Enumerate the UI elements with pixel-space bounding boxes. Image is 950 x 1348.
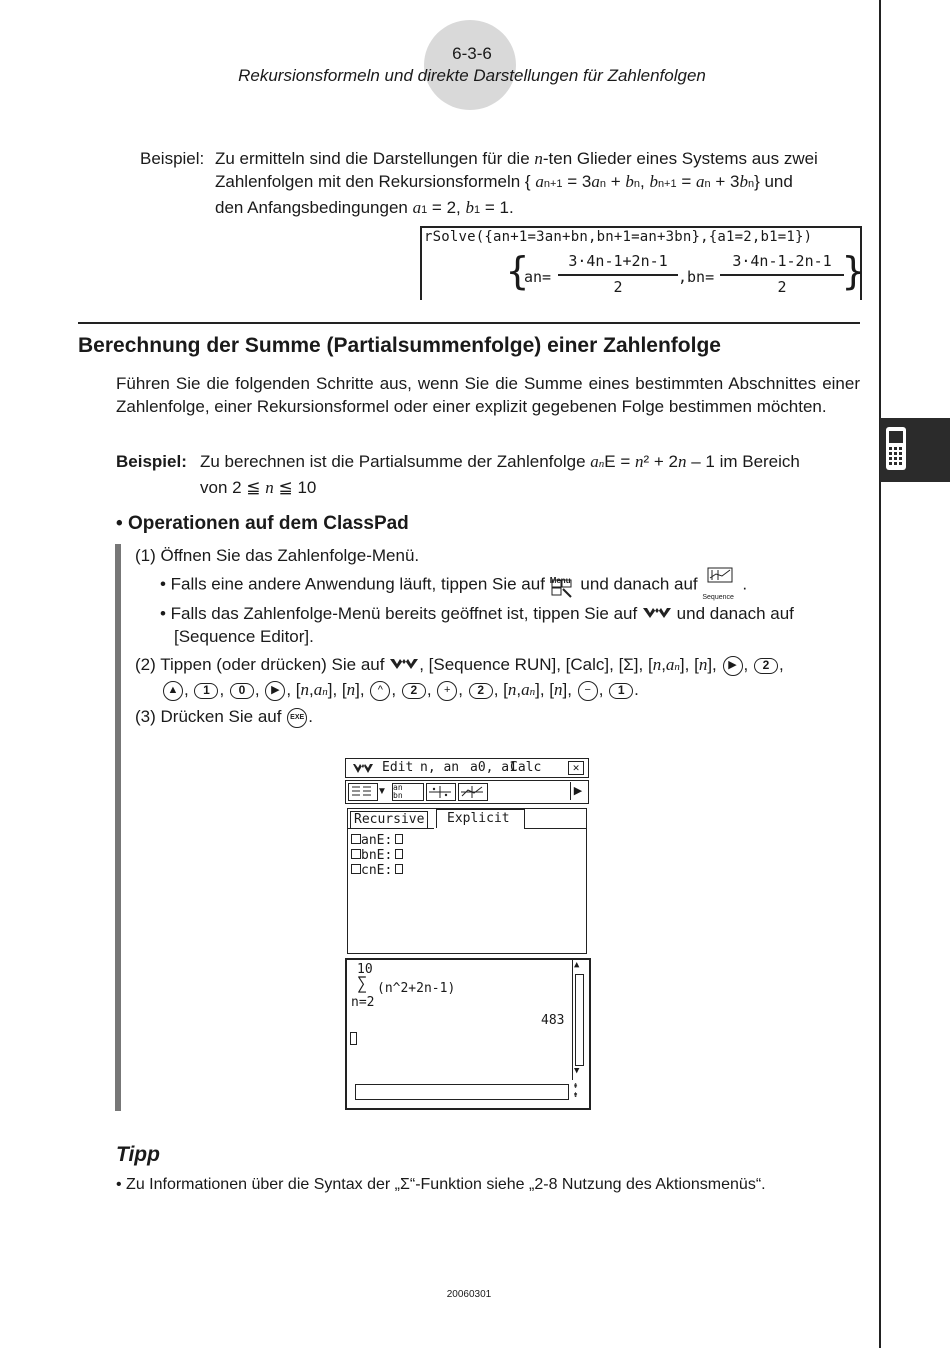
steps-sidebar-bar: [115, 544, 121, 1111]
up-arrow-key-icon[interactable]: ▲: [163, 681, 183, 701]
resize-icon[interactable]: ⇞ ⇟: [573, 1081, 579, 1100]
step2: (2) Tippen (oder drücken) Sie auf , [Sequence RUN], [Calc], [Σ], [n,an], [n], ▶ , 2 ,: [135, 653, 784, 679]
graph-plot-icon[interactable]: [458, 783, 488, 801]
plus-key-icon[interactable]: +: [437, 681, 457, 701]
list-item[interactable]: bnE:: [351, 848, 403, 863]
list-item[interactable]: cnE:: [351, 863, 403, 878]
scroll-up-icon[interactable]: ▲: [574, 960, 580, 970]
step3: (3) Drücken Sie auf EXE .: [135, 707, 313, 726]
key-1-button[interactable]: 1: [609, 683, 633, 699]
sum-result: 483: [541, 1013, 565, 1028]
page-number: 6-3-6: [452, 44, 492, 63]
sequence-app-icon[interactable]: Sequence: [702, 572, 742, 598]
key-2-button[interactable]: 2: [754, 658, 778, 674]
header-circle: [424, 20, 516, 110]
menu-icon[interactable]: Menu: [550, 573, 576, 597]
bn-numerator: 3·4n-1-2n-1: [732, 252, 832, 270]
bn-label: ,bn=: [678, 268, 715, 286]
menu-chevron-icon[interactable]: [352, 762, 374, 780]
classpad-screen: [345, 758, 589, 1108]
menu-chevron-icon[interactable]: [389, 654, 419, 677]
tipp-text: • Zu Informationen über die Syntax der „Σ“-Funktion siehe „2-8 Nutzung des Aktionsmenüs“.: [116, 1176, 766, 1193]
tab-underline: [348, 828, 434, 829]
tab-explicit[interactable]: Explicit: [436, 809, 525, 828]
checkbox[interactable]: [351, 849, 361, 859]
running-title: Rekursionsformeln und direkte Darstellungen für Zahlenfolgen: [238, 66, 706, 85]
input-line[interactable]: [355, 1084, 569, 1100]
step2-line2: ▲ , 1 , 0 , ▶ , [n,an], [n], ^ , 2 , + , 2 , [n,an], [n], − , 1 .: [162, 678, 639, 704]
minus-key-icon[interactable]: −: [578, 681, 598, 701]
step1: (1) Öffnen Sie das Zahlenfolge-Menü.: [135, 546, 420, 565]
rsolve-input: rSolve({an+1=3an+bn,bn+1=an+3bn},{a1=2,b1=1}): [424, 229, 813, 245]
example1-label: Beispiel:: [140, 149, 205, 168]
tab-recursive[interactable]: Recursive: [350, 811, 428, 828]
bn-denominator: 2: [777, 278, 787, 296]
menu-a0-a1[interactable]: a0, a1: [470, 760, 517, 775]
sum-lower-limit: n=2: [351, 995, 375, 1010]
text-cursor: [350, 1032, 357, 1045]
sum-expression: (n^2+2n-1): [377, 981, 456, 996]
right-margin-rule: [879, 0, 881, 1348]
cursor-box: [395, 864, 403, 874]
bn-fraction-line: [720, 274, 844, 276]
step1-bullet1: • Falls eine andere Anwendung läuft, tippen Sie auf Menu und danach auf Sequence .: [160, 572, 747, 598]
classpad-icon: [880, 418, 950, 482]
rsolve-result-box: [420, 226, 865, 300]
scroll-right-icon[interactable]: ▶: [570, 782, 585, 800]
dropdown-arrow-icon[interactable]: ▼: [377, 786, 387, 797]
brace-left: {: [506, 249, 529, 293]
menu-edit[interactable]: Edit: [382, 760, 414, 775]
cursor-box: [395, 834, 403, 844]
scrollbar-thumb[interactable]: [575, 974, 584, 1066]
an-denominator: 2: [613, 278, 623, 296]
section-divider: [78, 322, 860, 324]
scroll-down-icon[interactable]: ▼: [574, 1066, 580, 1076]
an-numerator: 3·4n-1+2n-1: [568, 252, 668, 270]
tipp-title: Tipp: [116, 1143, 160, 1166]
caret-key-icon[interactable]: ^: [370, 681, 390, 701]
example1-text: Zu ermitteln sind die Darstellungen für die n-ten Glieder eines Systems aus zwei Zahlenfolgen mit den Rekursionsformeln { an+1 = 3an + bn, bn+1 = an + 3bn} und den Anfangsbedingungen a1 = 2, b1 = 1.: [215, 149, 818, 217]
key-2-button[interactable]: 2: [469, 683, 493, 699]
sequence-run-window: [345, 958, 591, 1110]
list-item[interactable]: anE:: [351, 833, 403, 848]
checkbox[interactable]: [351, 864, 361, 874]
cursor-box: [395, 849, 403, 859]
example2-label: Beispiel:: [116, 452, 187, 471]
example2-text: Zu berechnen ist die Partialsumme der Zahlenfolge anE = n² + 2n – 1 im Bereich von 2 ≦ n ≦ 10: [200, 452, 800, 497]
sigma-symbol: ∑: [357, 974, 368, 994]
sequence-mode-icon[interactable]: an bn: [392, 783, 424, 801]
step1-bullet2-line2: [Sequence Editor].: [174, 627, 314, 646]
an-fraction-line: [558, 274, 678, 276]
key-2-button[interactable]: 2: [402, 683, 426, 699]
classpad-menu-bar: [345, 758, 589, 778]
checkbox[interactable]: [351, 834, 361, 844]
step1-bullet2: • Falls das Zahlenfolge-Menü bereits geöffnet ist, tippen Sie auf und danach auf: [160, 602, 794, 626]
key-1-button[interactable]: 1: [194, 683, 218, 699]
tab-underline-right: [524, 828, 586, 829]
footer-code: 20060301: [446, 1289, 492, 1300]
sum-upper-limit: 10: [357, 962, 373, 977]
an-label: an=: [524, 268, 552, 286]
scrollbar[interactable]: [572, 960, 586, 1080]
operations-title: • Operationen auf dem ClassPad: [116, 513, 409, 534]
sequence-editor-window: [347, 808, 587, 954]
right-arrow-key-icon[interactable]: ▶: [723, 656, 743, 676]
bullet-icon: •: [116, 513, 123, 534]
menu-calc[interactable]: Calc: [510, 760, 542, 775]
key-0-button[interactable]: 0: [230, 683, 254, 699]
brace-right: }: [842, 249, 865, 293]
menu-n-an[interactable]: n, an: [420, 760, 460, 775]
section-title: Berechnung der Summe (Partialsummenfolge) einer Zahlenfolge: [78, 334, 721, 357]
close-icon[interactable]: ✕: [568, 761, 584, 775]
menu-chevron-icon[interactable]: [642, 603, 672, 626]
graph-icon[interactable]: [426, 783, 456, 801]
right-arrow-key-icon[interactable]: ▶: [265, 681, 285, 701]
exe-key-button[interactable]: EXE: [287, 708, 307, 728]
section-intro: Führen Sie die folgenden Schritte aus, wenn Sie die Summe eines bestimmten Abschnittes einer Zahlenfolge, einer Rekursionsformel oder einer explizit gegebenen Folge bestimmen möchten.: [116, 374, 860, 416]
table-view-icon[interactable]: [348, 783, 378, 801]
chapter-tab: [880, 418, 950, 482]
classpad-toolbar: [345, 780, 589, 804]
